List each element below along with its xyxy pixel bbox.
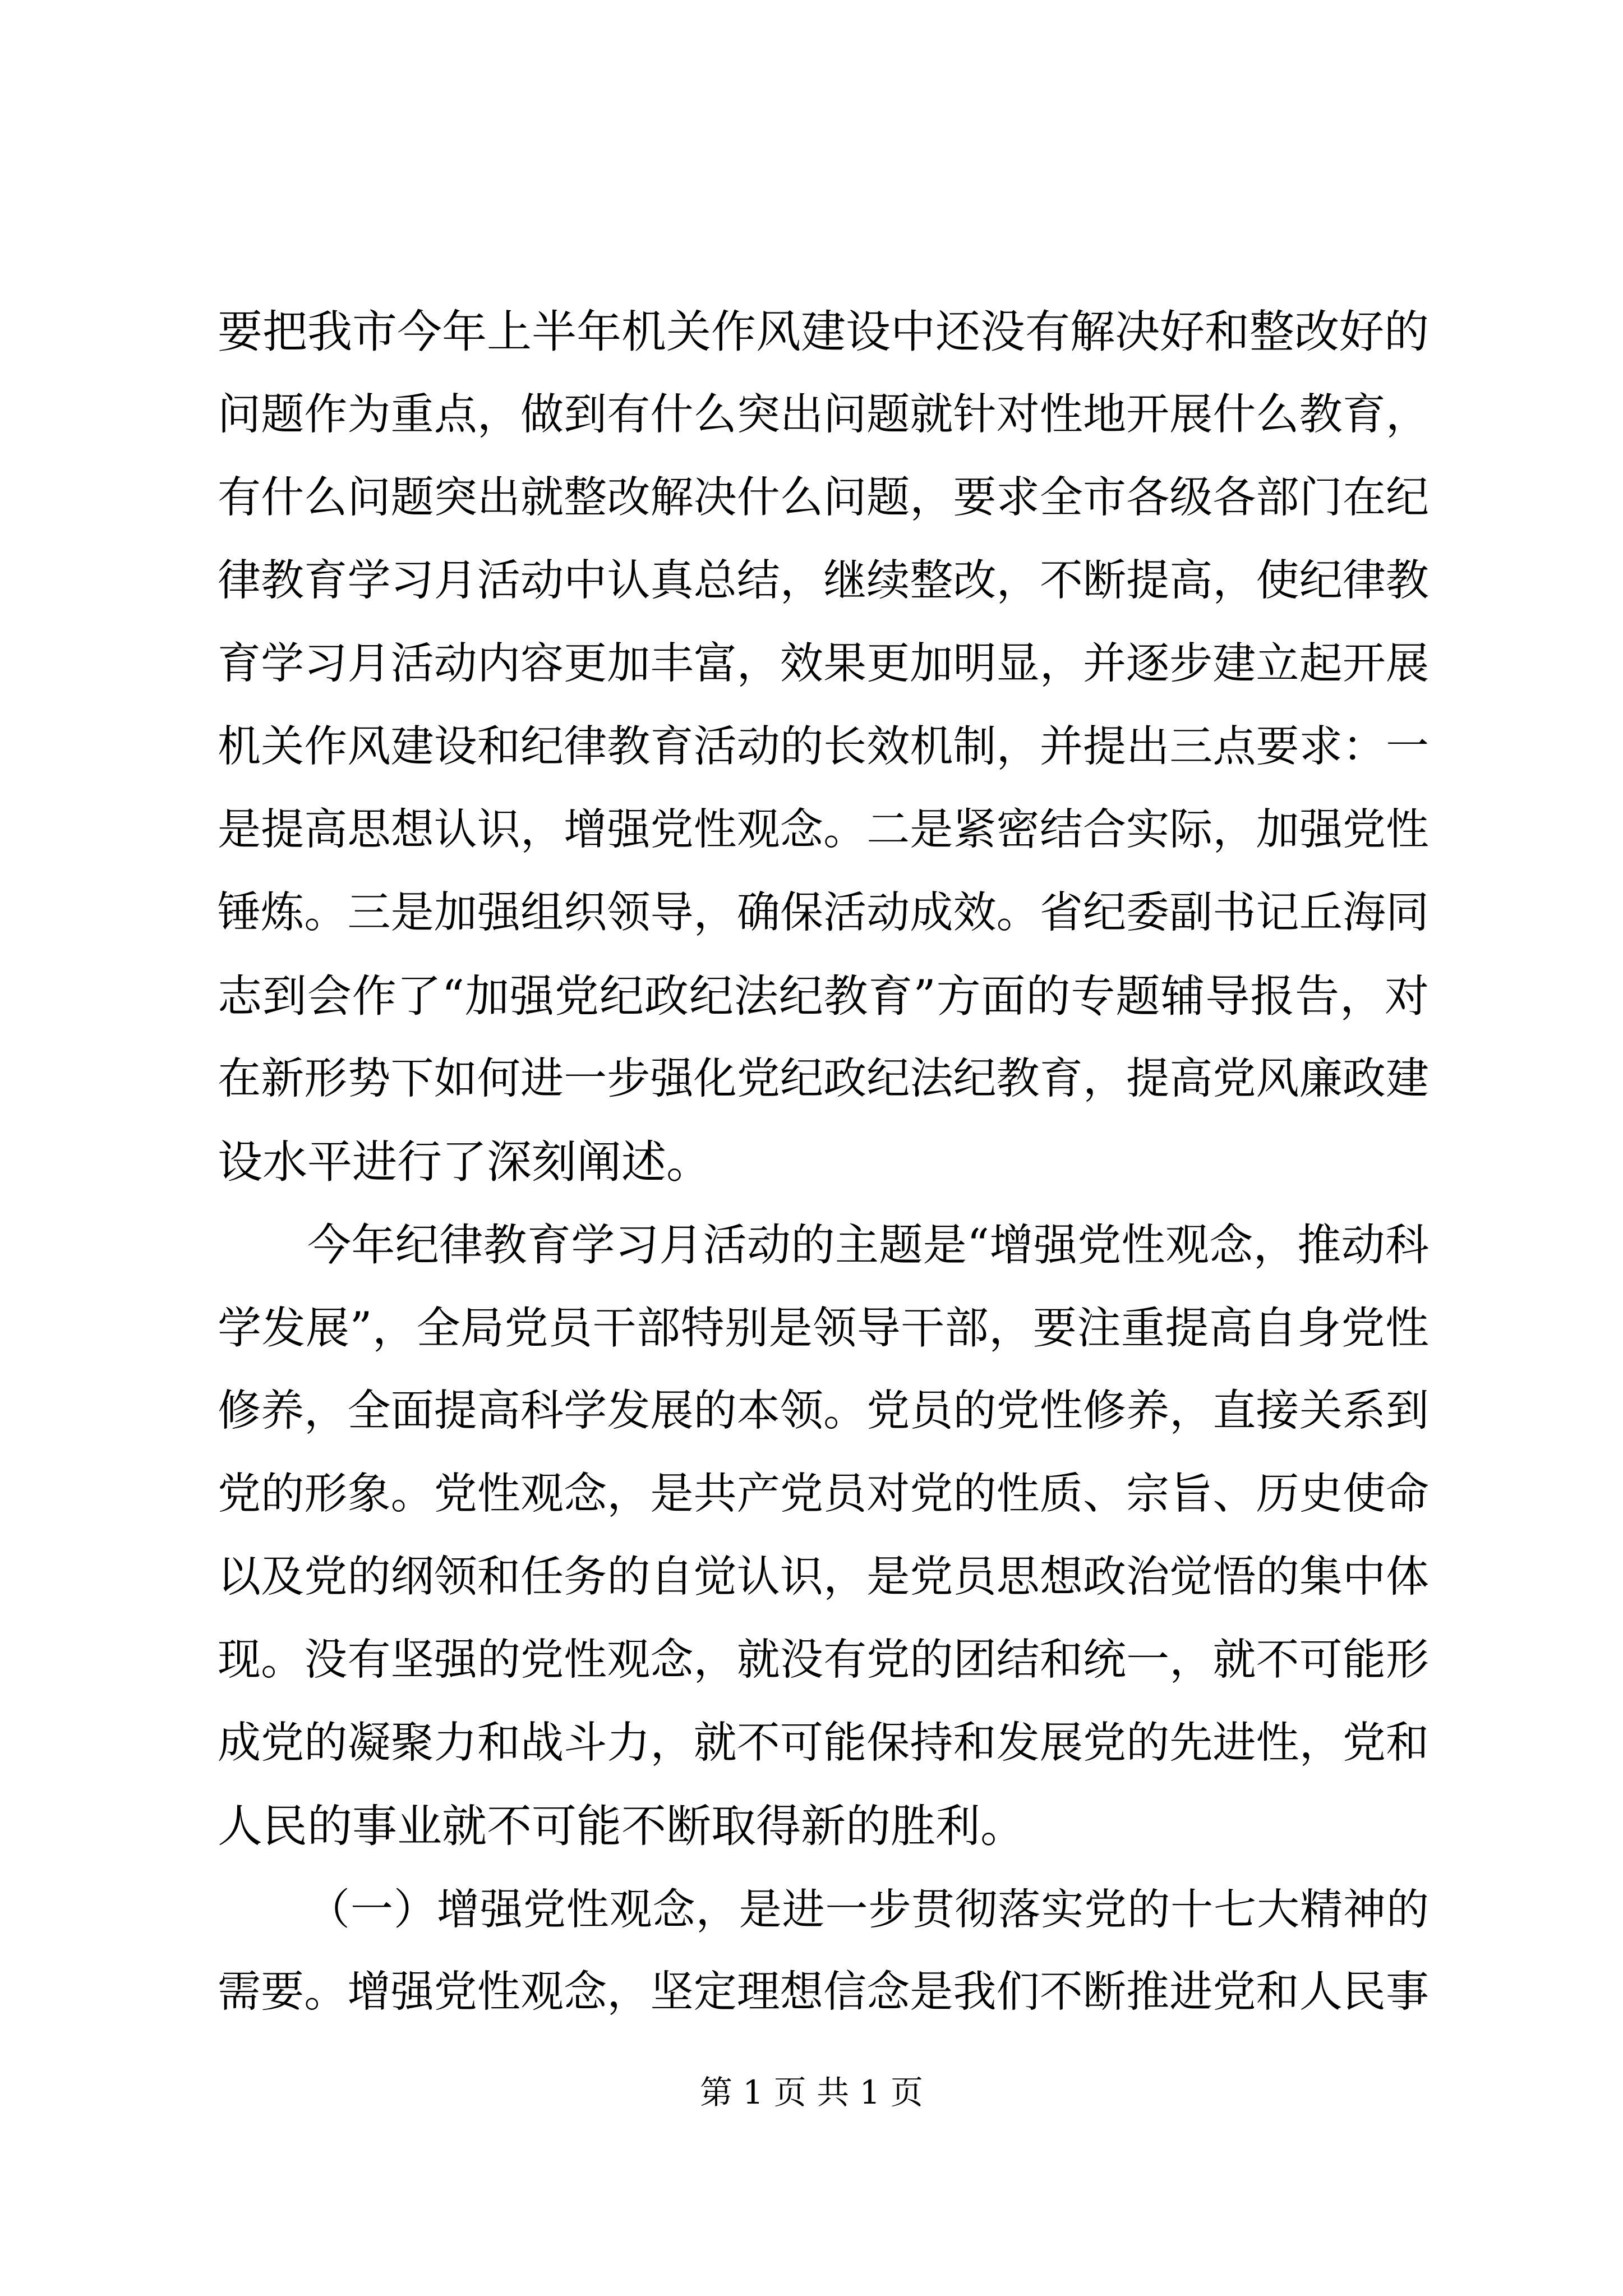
text-line: 在新形势下如何进一步强化党纪政纪法纪教育，提高党风廉政建 — [218, 1054, 1429, 1104]
text-line: 要把我市今年上半年机关作风建设中还没有解决好和整改好的 — [218, 306, 1429, 358]
text-line: （一）增强党性观念，是进一步贯彻落实党的十七大精神的 — [307, 1884, 1429, 1934]
document-body — [218, 291, 1429, 2034]
text-line: 学发展”，全局党员干部特别是领导干部，要注重提高自身党性 — [218, 1303, 1429, 1354]
text-line: 育学习月活动内容更加丰富，效果更加明显，并逐步建立起开展 — [218, 639, 1429, 689]
text-line: 需要。增强党性观念，坚定理想信念是我们不断推进党和人民事 — [218, 1967, 1429, 2017]
text-line: 志到会作了“加强党纪政纪法纪教育”方面的专题辅导报告，对 — [218, 970, 1429, 1022]
text-line: 党的形象。党性观念，是共产党员对党的性质、宗旨、历史使命 — [218, 1469, 1429, 1519]
text-line: 有什么问题突出就整改解决什么问题，要求全市各级各部门在纪 — [218, 473, 1429, 523]
text-line: 现。没有坚强的党性观念，就没有党的团结和统一，就不可能形 — [218, 1635, 1429, 1685]
text-line: 问题作为重点，做到有什么突出问题就针对性地开展什么教育， — [218, 390, 1429, 440]
text-line: 是提高思想认识，增强党性观念。二是紧密结合实际，加强党性 — [218, 805, 1429, 855]
text-line: 机关作风建设和纪律教育活动的长效机制，并提出三点要求：一 — [218, 722, 1429, 772]
text-line: 人民的事业就不可能不断取得新的胜利。 — [218, 1800, 1025, 1852]
text-line: 今年纪律教育学习月活动的主题是“增强党性观念，推动科 — [307, 1220, 1429, 1271]
text-line: 修养，全面提高科学发展的本领。党员的党性修养，直接关系到 — [218, 1386, 1429, 1436]
page-number-footer: 第 1 页 共 1 页 — [700, 2073, 923, 2111]
text-line: 律教育学习月活动中认真总结，继续整改，不断提高，使纪律教 — [218, 556, 1429, 606]
text-line: 设水平进行了深刻阐述。 — [218, 1136, 711, 1188]
text-line: 成党的凝聚力和战斗力，就不可能保持和发展党的先进性，党和 — [218, 1718, 1429, 1768]
text-line: 锤炼。三是加强组织领导，确保活动成效。省纪委副书记丘海同 — [218, 888, 1429, 938]
text-line: 以及党的纲领和任务的自觉认识，是党员思想政治觉悟的集中体 — [218, 1552, 1429, 1602]
